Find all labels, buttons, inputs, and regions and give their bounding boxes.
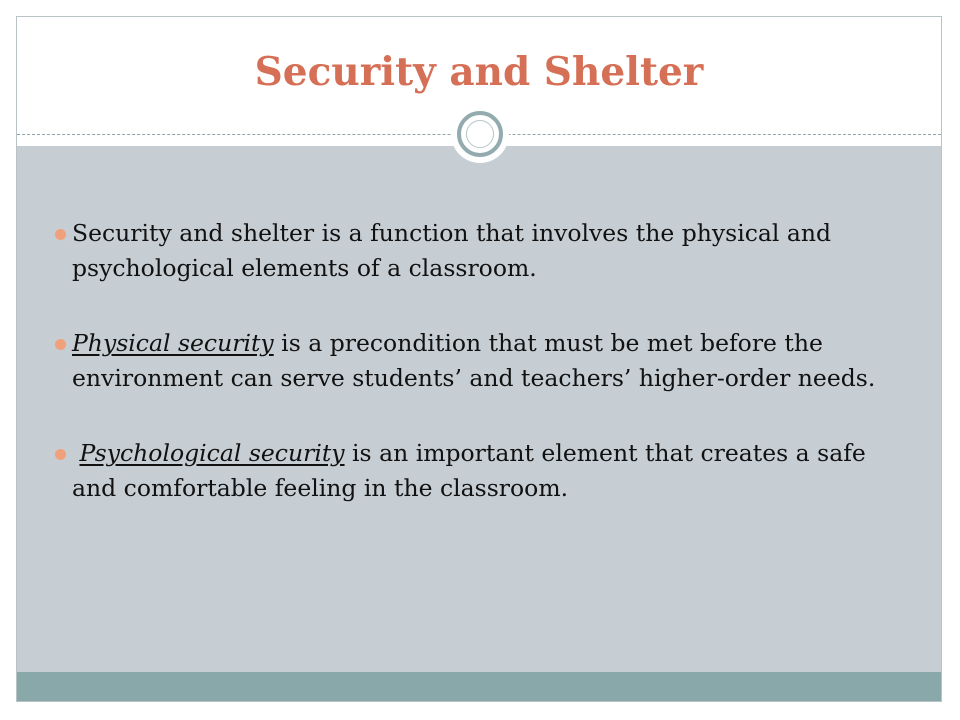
bullet-term: Psychological security	[79, 439, 345, 467]
bullet-item-security-and-shelter	[55, 216, 915, 286]
bullet-item-psychological-security	[55, 436, 915, 506]
content-area	[17, 146, 941, 672]
bullet-text: is an important element that creates a safe and comfortable feeling in the classroom.	[72, 439, 866, 502]
footer-band	[17, 672, 941, 701]
bullet-dot-icon	[55, 339, 66, 350]
divider-ring	[457, 111, 503, 157]
bullet-text: Security and shelter is a function that involves the physical and psychological elements of a classroom.	[72, 219, 832, 282]
slide-title: Security and Shelter	[254, 49, 704, 95]
bullet-dot-icon	[55, 229, 66, 240]
slide	[16, 16, 942, 702]
bullet-dot-icon	[55, 449, 66, 460]
divider-circle-icon	[451, 105, 509, 163]
bullet-term: Physical security	[72, 329, 274, 357]
divider-ring-inner	[466, 120, 494, 148]
bullet-item-physical-security	[55, 326, 915, 396]
bullet-list	[55, 216, 915, 506]
bullet-text: is a precondition that must be met before the environment can serve students’ and teachers’ higher-order needs.	[72, 329, 876, 392]
